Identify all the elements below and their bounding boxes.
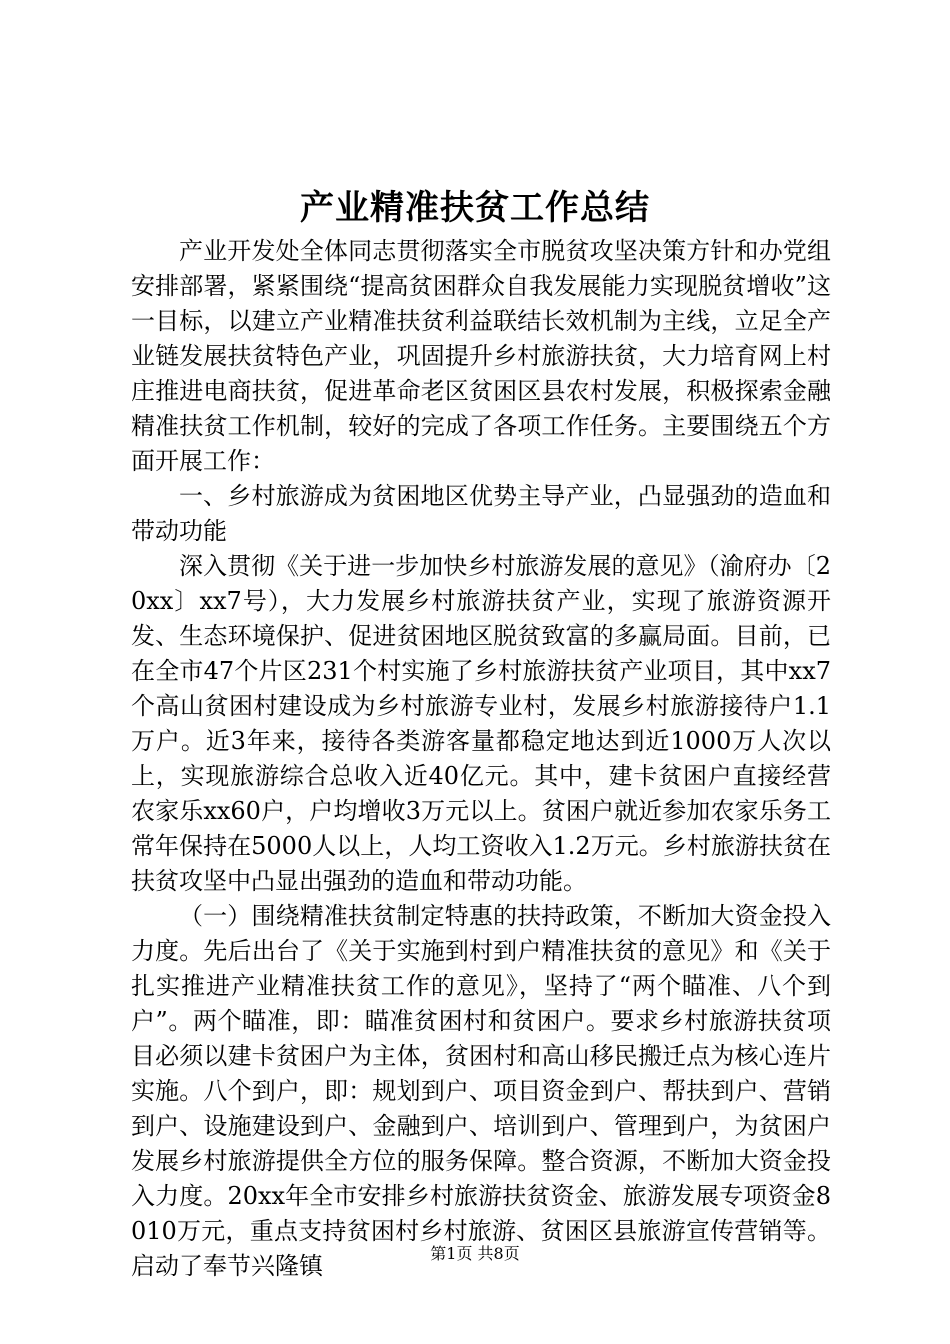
- page-footer: 第1页 共8页: [430, 1244, 520, 1263]
- paragraph-heading-1: 一、乡村旅游成为贫困地区优势主导产业，凸显强劲的造血和带动功能: [131, 482, 831, 545]
- document-title: 产业精准扶贫工作总结: [300, 188, 650, 228]
- paragraph-intro: 产业开发处全体同志贯彻落实全市脱贫攻坚决策方针和办党组安排部署，紧紧围绕“提高贫困群众自我发展能力实现脱贫增收”这一目标，以建立产业精准扶贫利益联结长效机制为主线，立足全产业链发展扶贫特色产业，巩固提升乡村旅游扶贫，大力培育网上村庄推进电商扶贫，促进革命老区贫困区县农村发展，积极探索金融精准扶贫工作机制，较好的完成了各项工作任务。主要围绕五个方面开展工作：: [131, 237, 831, 475]
- document-body: [131, 234, 831, 1284]
- paragraph-tourism: 深入贯彻《关于进一步加快乡村旅游发展的意见》（渝府办〔20xx〕xx7号），大力发展乡村旅游扶贫产业，实现了旅游资源开发、生态环境保护、促进贫困地区脱贫致富的多赢局面。目前，已在全市47个片区231个村实施了乡村旅游扶贫产业项目，其中xx7个高山贫困村建设成为乡村旅游专业村，发展乡村旅游接待户1.1万户。近3年来，接待各类游客量都稳定地达到近1000万人次以上，实现旅游综合总收入近40亿元。其中，建卡贫困户直接经营农家乐xx60户，户均增收3万元以上。贫困户就近参加农家乐务工常年保持在5000人以上，人均工资收入1.2万元。乡村旅游扶贫在扶贫攻坚中凸显出强劲的造血和带动功能。: [131, 552, 831, 895]
- paragraph-policy: （一）围绕精准扶贫制定特惠的扶持政策，不断加大资金投入力度。先后出台了《关于实施到村到户精准扶贫的意见》和《关于扎实推进产业精准扶贫工作的意见》，坚持了“两个瞄准、八个到户”。两个瞄准，即：瞄准贫困村和贫困户。要求乡村旅游扶贫项目必须以建卡贫困户为主体，贫困村和高山移民搬迁点为核心连片实施。八个到户，即：规划到户、项目资金到户、帮扶到户、营销到户、设施建设到户、金融到户、培训到户、管理到户，为贫困户发展乡村旅游提供全方位的服务保障。整合资源，不断加大资金投入力度。20xx年全市安排乡村旅游扶贫资金、旅游发展专项资金8010万元，重点支持贫困村乡村旅游、贫困区县旅游宣传营销等。启动了奉节兴隆镇: [131, 902, 831, 1280]
